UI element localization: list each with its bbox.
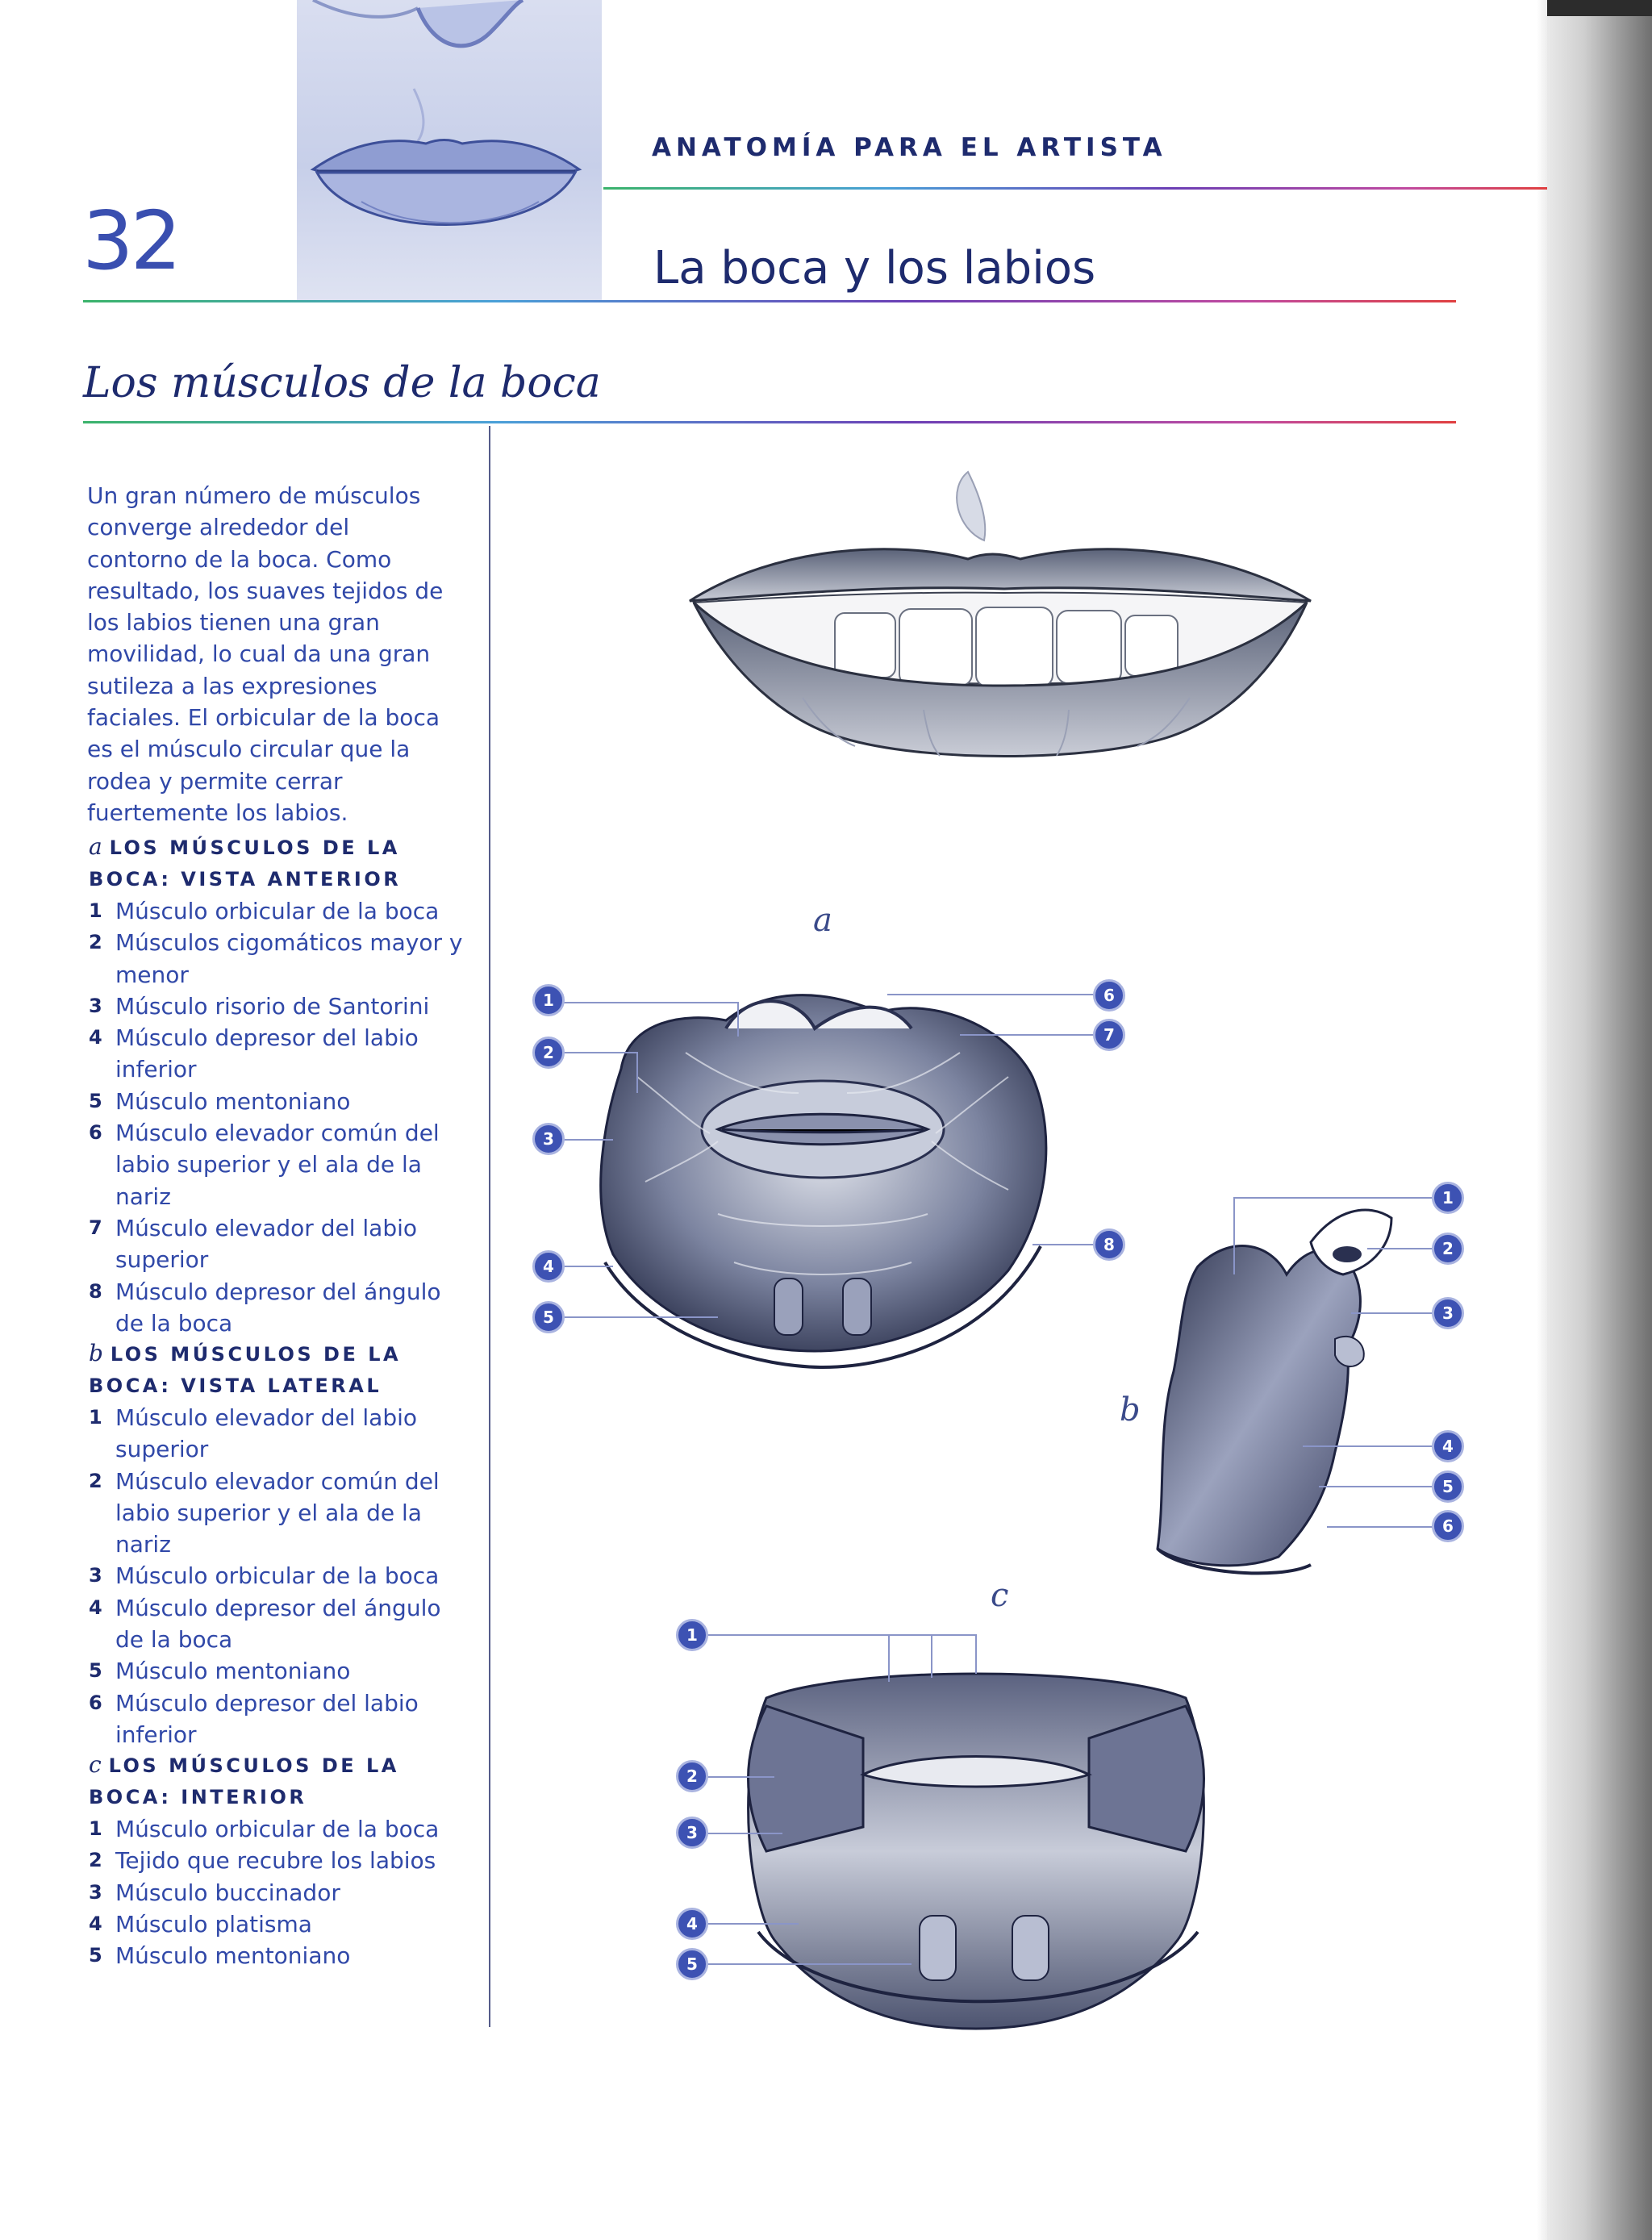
callout-a-6: 6	[1093, 979, 1125, 1012]
legend-item: 2 Músculo elevador común del labio superior y el ala de la nariz	[89, 1467, 440, 1558]
legend-item: 4 Músculo depresor del labio inferior	[89, 1024, 419, 1083]
figure-a-anterior-muscles	[557, 972, 1081, 1359]
legend-b	[89, 1337, 468, 1750]
header-rule-upper	[603, 187, 1547, 190]
figure-letter-a: a	[813, 902, 832, 939]
header-rule	[83, 300, 1456, 302]
legend-item: 3 Músculo orbicular de la boca	[89, 1562, 440, 1590]
callout-a-5: 5	[532, 1301, 565, 1333]
callout-b-3: 3	[1432, 1297, 1464, 1329]
callout-b-6: 6	[1432, 1510, 1464, 1542]
legend-item: 1 Músculo orbicular de la boca	[89, 898, 440, 924]
legend-item: 1 Músculo elevador del labio superior	[89, 1404, 418, 1463]
figure-letter-b: b	[1120, 1391, 1141, 1429]
legend-a-heading: a LOS MÚSCULOS DE LA BOCA: VISTA ANTERIOR	[89, 833, 402, 891]
page-number: 32	[82, 194, 179, 288]
intro-paragraph: Un gran número de músculos converge alrededor del contorno de la boca. Como resultado, los suaves tejidos de los labios tienen una gran movilidad, lo cual da una gran sutileza a las expresiones faciales. El orbicular de la boca es el músculo circular que la rodea y permite cerrar fuertemente los labios.	[87, 482, 444, 826]
callout-c-2: 2	[676, 1760, 708, 1792]
legend-item: 2 Músculos cigomáticos mayor y menor	[89, 929, 463, 988]
figure-letter-c: c	[991, 1577, 1009, 1614]
legend-item: 4 Músculo platisma	[89, 1910, 312, 1938]
legend-item: 6 Músculo depresor del labio inferior	[89, 1689, 419, 1748]
chapter-title: La boca y los labios	[653, 242, 1096, 294]
legend-item: 3 Músculo risorio de Santorini	[89, 992, 430, 1020]
binding-shadow	[1547, 0, 1652, 16]
callout-a-7: 7	[1093, 1019, 1125, 1051]
legend-item: 7 Músculo elevador del labio superior	[89, 1214, 418, 1274]
legend-item: 4 Músculo depresor del ángulo de la boca	[89, 1594, 441, 1654]
legend-item: 5 Músculo mentoniano	[89, 1087, 351, 1115]
smile-illustration	[682, 464, 1319, 819]
callout-a-2: 2	[532, 1037, 565, 1069]
legend-item: 1 Músculo orbicular de la boca	[89, 1816, 440, 1842]
figure-c-interior-muscles	[702, 1617, 1250, 2045]
legend-c-letter: c	[89, 1751, 109, 1778]
legend-b-letter: b	[89, 1340, 111, 1366]
legend-c-heading: c LOS MÚSCULOS DE LA BOCA: INTERIOR	[89, 1751, 399, 1808]
callout-b-1: 1	[1432, 1182, 1464, 1214]
header-lips-illustration	[297, 0, 602, 302]
legend-item: 8 Músculo depresor del ángulo de la boca	[89, 1278, 441, 1337]
book-title: ANATOMÍA PARA EL ARTISTA	[652, 133, 1167, 162]
legend-item: 6 Músculo elevador común del labio superior y el ala de la nariz	[89, 1120, 440, 1210]
figure-b-lateral-muscles	[1149, 1186, 1416, 1581]
legend-b-heading: b LOS MÚSCULOS DE LA BOCA: VISTA LATERAL	[89, 1340, 402, 1397]
callout-b-4: 4	[1432, 1430, 1464, 1462]
callout-a-8: 8	[1093, 1228, 1125, 1261]
callout-c-3: 3	[676, 1817, 708, 1849]
callout-a-3: 3	[532, 1123, 565, 1155]
section-title: Los músculos de la boca	[83, 359, 601, 407]
book-binding	[1547, 0, 1652, 2240]
section-rule	[83, 421, 1456, 423]
legend-item: 3 Músculo buccinador	[89, 1879, 340, 1906]
column-divider	[489, 426, 490, 2027]
callout-c-5: 5	[676, 1948, 708, 1980]
callout-c-1: 1	[676, 1619, 708, 1651]
legend-item: 2 Tejido que recubre los labios	[89, 1847, 436, 1875]
callout-a-4: 4	[532, 1250, 565, 1283]
callout-a-1: 1	[532, 984, 565, 1016]
callout-b-5: 5	[1432, 1470, 1464, 1503]
callout-c-4: 4	[676, 1908, 708, 1940]
legend-a	[89, 831, 468, 1339]
callout-b-2: 2	[1432, 1233, 1464, 1265]
legend-item: 5 Músculo mentoniano	[89, 1942, 351, 1970]
legend-c	[89, 1749, 468, 1971]
legend-a-letter: a	[89, 833, 110, 860]
legend-item: 5 Músculo mentoniano	[89, 1658, 351, 1685]
